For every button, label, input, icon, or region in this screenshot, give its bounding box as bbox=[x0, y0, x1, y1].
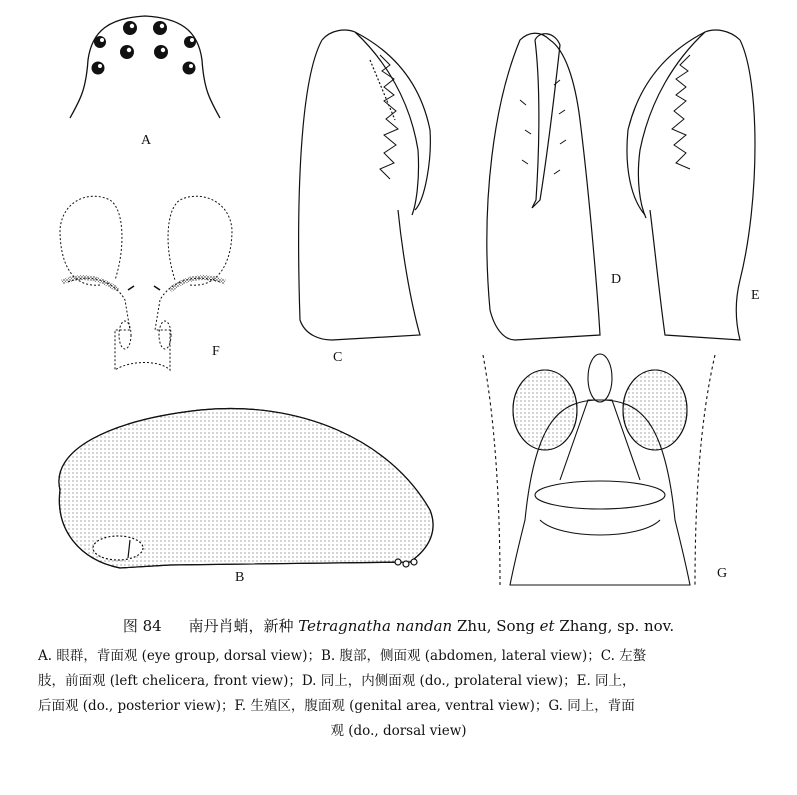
caption-species-name: Tetragnatha nandan bbox=[298, 617, 453, 635]
panel-g-genital-dorsal bbox=[483, 354, 715, 585]
figure-caption bbox=[0, 616, 797, 744]
panel-label-c: C bbox=[333, 350, 343, 365]
caption-body bbox=[0, 644, 797, 719]
caption-line-1: A. 眼群，背面观 (eye group, dorsal view)；B. 腹部，侧面观 (abdomen, lateral view)；C. 左螯 bbox=[38, 648, 647, 664]
panel-b-abdomen-lateral bbox=[59, 408, 433, 568]
caption-authors-2: Zhang, sp. nov. bbox=[559, 617, 675, 635]
caption-title bbox=[0, 616, 797, 636]
figure-number: 图 84 bbox=[122, 617, 162, 635]
panel-f-genital-area bbox=[60, 196, 232, 370]
panel-label-b: B bbox=[235, 570, 245, 585]
panel-label-d: D bbox=[611, 272, 622, 287]
panel-label-e: E bbox=[751, 288, 760, 303]
panel-label-a: A bbox=[141, 133, 152, 148]
caption-authors-1: Zhu, Song bbox=[457, 617, 535, 635]
caption-et: et bbox=[539, 617, 555, 635]
panel-a-eye-group bbox=[70, 16, 220, 118]
caption-line-2: 肢，前面观 (left chelicera, front view)；D. 同上，内侧面观 (do., prolateral view)；E. 同上， bbox=[38, 673, 636, 689]
panel-label-f: F bbox=[212, 344, 220, 359]
panel-e-chelicera-posterior bbox=[627, 30, 755, 340]
panel-d-chelicera-prolateral bbox=[487, 33, 600, 340]
caption-line-3: 后面观 (do., posterior view)；F. 生殖区，腹面观 (genital area, ventral view)；G. 同上，背面 bbox=[38, 698, 635, 714]
panel-label-g: G bbox=[717, 566, 728, 581]
panel-c-chelicera-front bbox=[299, 30, 431, 340]
caption-title-cn: 南丹肖蛸，新种 bbox=[188, 617, 294, 635]
caption-line-4: 观 (do., dorsal view) bbox=[330, 723, 467, 739]
